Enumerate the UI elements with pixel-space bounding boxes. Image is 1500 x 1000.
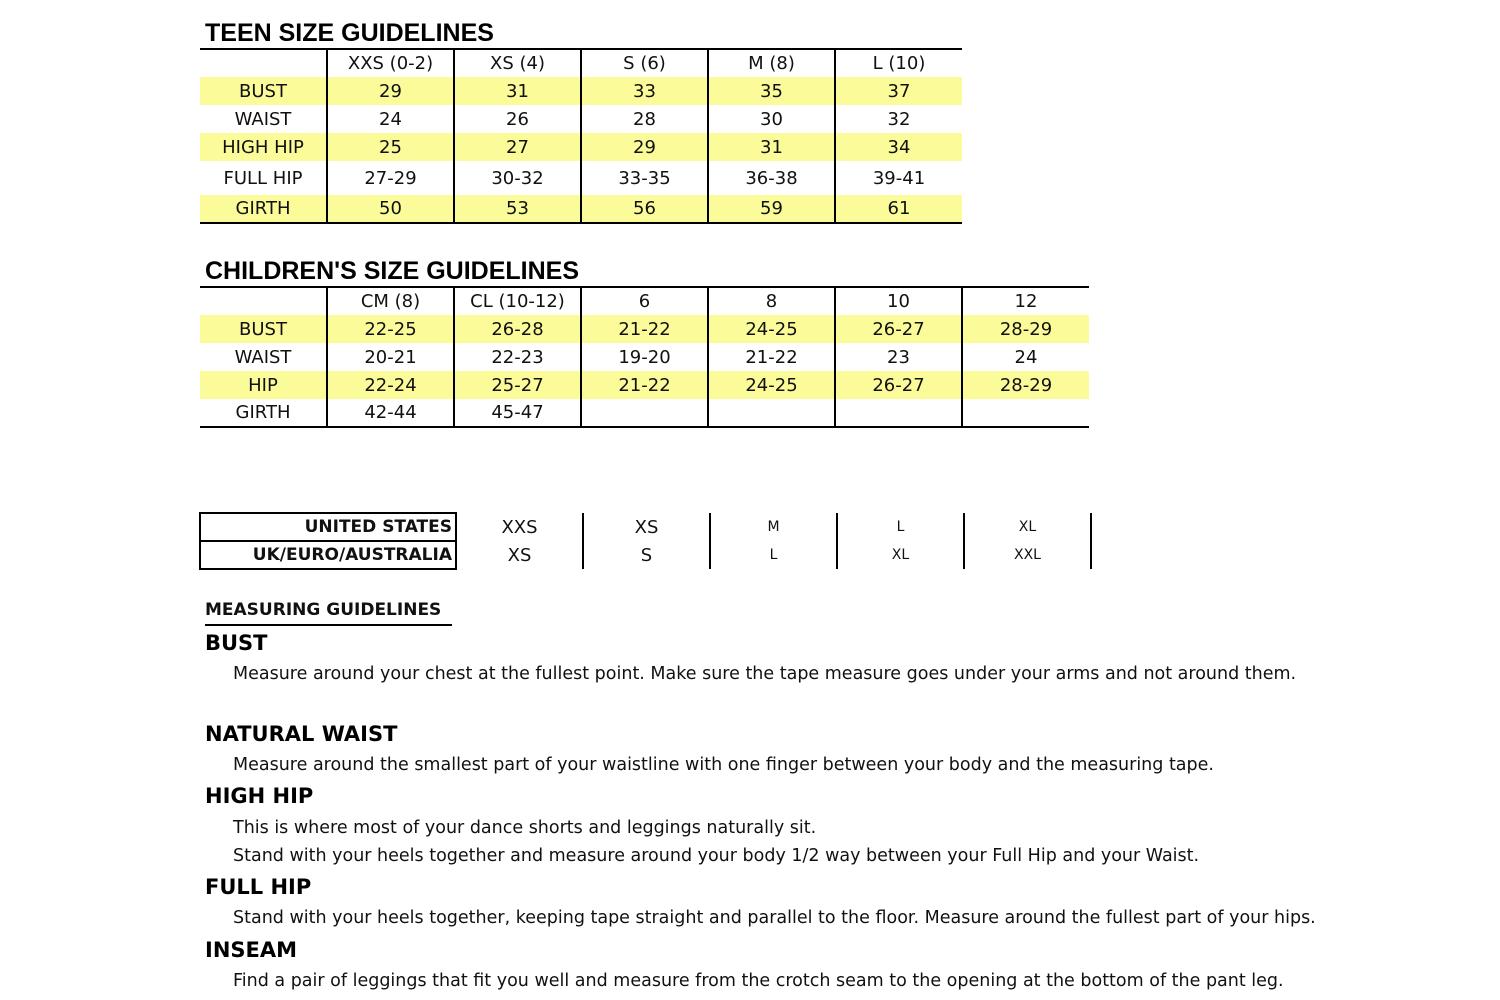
inseam-heading: INSEAM	[205, 938, 298, 962]
table-cell: 37	[835, 77, 962, 105]
teen-header-blank	[200, 49, 327, 77]
teen-row-bust	[200, 77, 962, 105]
table-cell: 22-23	[454, 343, 581, 371]
table-cell: 35	[708, 77, 835, 105]
table-cell: 28	[581, 105, 708, 133]
table-cell: 32	[835, 105, 962, 133]
teen-col-header: M (8)	[708, 49, 835, 77]
children-col-header: 10	[835, 287, 962, 315]
table-cell: 19-20	[581, 343, 708, 371]
children-row-bust	[200, 315, 1089, 343]
conversion-cell: XXL	[964, 541, 1091, 569]
row-label: BUST	[200, 315, 327, 343]
table-cell: 20-21	[327, 343, 454, 371]
conversion-cell: XS	[456, 541, 583, 569]
table-cell: 45-47	[454, 399, 581, 427]
children-size-title: CHILDREN'S SIZE GUIDELINES	[205, 257, 580, 285]
size-conversion-table	[199, 512, 1092, 570]
full-hip-instruction: Stand with your heels together, keeping tape straight and parallel to the floor. Measure around the fullest part of your hips.	[233, 908, 1316, 928]
table-cell: 28-29	[962, 315, 1089, 343]
row-label: GIRTH	[200, 195, 327, 223]
children-row-girth	[200, 399, 1089, 427]
teen-size-title: TEEN SIZE GUIDELINES	[205, 19, 494, 47]
table-cell: 26-28	[454, 315, 581, 343]
teen-col-header: S (6)	[581, 49, 708, 77]
table-cell: 56	[581, 195, 708, 223]
measuring-guidelines-title: MEASURING GUIDELINES	[205, 598, 452, 626]
table-cell: 21-22	[708, 343, 835, 371]
children-header-row	[200, 287, 1089, 315]
teen-row-waist	[200, 105, 962, 133]
children-row-hip	[200, 371, 1089, 399]
children-row-waist	[200, 343, 1089, 371]
table-cell: 59	[708, 195, 835, 223]
table-cell: 23	[835, 343, 962, 371]
conversion-row-us	[200, 513, 1091, 541]
row-label: FULL HIP	[223, 167, 303, 189]
children-col-header: CM (8)	[327, 287, 454, 315]
table-cell: 27	[454, 133, 581, 161]
table-cell: 24-25	[708, 315, 835, 343]
table-cell: 36-38	[708, 161, 835, 195]
children-col-header: CL (10-12)	[454, 287, 581, 315]
table-cell: 34	[835, 133, 962, 161]
table-cell: 22-25	[327, 315, 454, 343]
table-cell: 31	[708, 133, 835, 161]
conversion-label: UK/EURO/AUSTRALIA	[200, 541, 456, 569]
children-size-table	[200, 286, 1089, 428]
table-cell: 50	[327, 195, 454, 223]
high-hip-instruction: This is where most of your dance shorts and leggings naturally sit.	[233, 818, 817, 838]
table-cell: 24-25	[708, 371, 835, 399]
teen-col-header: L (10)	[835, 49, 962, 77]
row-label: HIGH HIP	[200, 133, 327, 161]
table-cell: 61	[835, 195, 962, 223]
table-cell	[835, 399, 962, 427]
table-cell	[962, 399, 1089, 427]
teen-header-row	[200, 49, 962, 77]
table-cell: 24	[962, 343, 1089, 371]
children-header-blank	[200, 287, 327, 315]
inseam-instruction: Find a pair of leggings that fit you well and measure from the crotch seam to the opening at the bottom of the pant leg.	[233, 971, 1284, 991]
conversion-cell: S	[583, 541, 710, 569]
table-cell: 26-27	[835, 371, 962, 399]
table-cell: 29	[327, 77, 454, 105]
table-cell: 22-24	[327, 371, 454, 399]
high-hip-instruction: Stand with your heels together and measure around your body 1/2 way between your Full Hip and your Waist.	[233, 846, 1200, 866]
table-cell: 39-41	[835, 161, 962, 195]
table-cell: 30	[708, 105, 835, 133]
conversion-cell: XXS	[456, 513, 583, 541]
table-cell: 21-22	[581, 315, 708, 343]
teen-row-full-hip	[200, 161, 962, 195]
row-label: HIP	[200, 371, 327, 399]
children-col-header: 8	[708, 287, 835, 315]
table-cell: 33-35	[581, 161, 708, 195]
table-cell: 31	[454, 77, 581, 105]
row-label: WAIST	[234, 346, 292, 368]
table-cell	[581, 399, 708, 427]
conversion-cell: M	[710, 513, 837, 541]
conversion-cell: XS	[583, 513, 710, 541]
conversion-cell: L	[710, 541, 837, 569]
teen-row-girth	[200, 195, 962, 223]
conversion-cell: XL	[964, 513, 1091, 541]
teen-col-header: XS (4)	[454, 49, 581, 77]
children-col-header: 12	[962, 287, 1089, 315]
table-cell: 30-32	[454, 161, 581, 195]
table-cell: 27-29	[327, 161, 454, 195]
natural-waist-instruction: Measure around the smallest part of your waistline with one finger between your body and the measuring tape.	[233, 755, 1214, 775]
row-label: GIRTH	[235, 402, 291, 423]
table-cell: 25-27	[454, 371, 581, 399]
conversion-cell: XL	[837, 541, 964, 569]
table-cell	[708, 399, 835, 427]
table-cell: 33	[581, 77, 708, 105]
high-hip-heading: HIGH HIP	[205, 784, 314, 808]
table-cell: 26-27	[835, 315, 962, 343]
table-cell: 21-22	[581, 371, 708, 399]
table-cell: 42-44	[327, 399, 454, 427]
conversion-cell: L	[837, 513, 964, 541]
teen-row-high-hip	[200, 133, 962, 161]
conversion-row-uk	[200, 541, 1091, 569]
conversion-label: UNITED STATES	[200, 513, 456, 541]
bust-instruction: Measure around your chest at the fullest point. Make sure the tape measure goes under your arms and not around them.	[233, 664, 1297, 684]
teen-col-header: XXS (0-2)	[327, 49, 454, 77]
table-cell: 29	[581, 133, 708, 161]
children-col-header: 6	[581, 287, 708, 315]
row-label: BUST	[200, 77, 327, 105]
table-cell: 53	[454, 195, 581, 223]
full-hip-heading: FULL HIP	[205, 875, 312, 899]
table-cell: 28-29	[962, 371, 1089, 399]
natural-waist-heading: NATURAL WAIST	[205, 722, 398, 746]
bust-heading: BUST	[205, 631, 268, 655]
teen-size-table	[200, 48, 962, 224]
table-cell: 26	[454, 105, 581, 133]
table-cell: 25	[327, 133, 454, 161]
table-cell: 24	[327, 105, 454, 133]
row-label: WAIST	[234, 108, 292, 130]
